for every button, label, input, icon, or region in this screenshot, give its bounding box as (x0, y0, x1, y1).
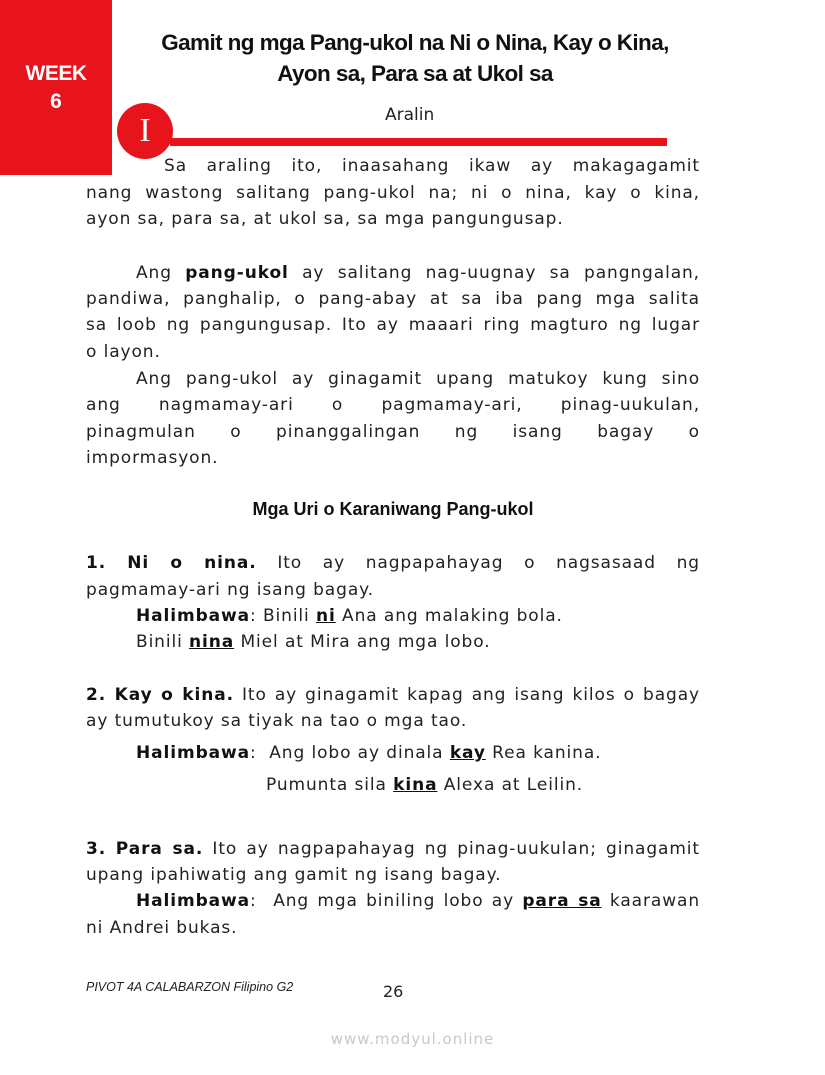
definition-line1 (86, 260, 700, 287)
item1-ex1-post: Ana ang malaking bola. (342, 606, 563, 626)
usage-line3: pinagmulan o pinanggalingan ng isang bagay o (86, 422, 700, 442)
item1-line2: pagmamay-ari ng isang bagay. (86, 580, 374, 600)
item1-ex2-pre: Binili (136, 632, 183, 652)
item2-line1 (86, 682, 700, 709)
item2-ex1-post: Rea kanina. (492, 743, 602, 763)
intro-line3: ayon sa, para sa, at ukol sa, sa mga pangungusap. (86, 209, 564, 229)
item2-line2: ay tumutukoy sa tiyak na tao o mga tao. (86, 711, 468, 731)
item2-ex1-pre: Ang lobo ay dinala (269, 743, 444, 763)
intro-line2: nang wastong salitang pang-ukol na; ni o nina, kay o kina, (86, 183, 700, 203)
week-number: 6 (50, 90, 62, 113)
page-number: 26 (383, 982, 404, 1001)
item3-line2: upang ipahiwatig ang gamit ng isang bagay. (86, 865, 502, 885)
item3-example-label: Halimbawa (136, 891, 250, 911)
definition-line1-rest: ay salitang nag-uugnay sa pangngalan, (302, 263, 700, 283)
colon: : (250, 743, 257, 763)
definition-line2: pandiwa, panghalip, o pang-abay at sa iba pang mga salita (86, 289, 700, 309)
definition-term: pang-ukol (185, 263, 289, 283)
item1-ex1-pre: Binili (262, 606, 310, 626)
section-divider (170, 138, 667, 146)
page-title-line1: Gamit ng mga Pang-ukol na Ni o Nina, Kay o Kina, (161, 30, 669, 55)
usage-line1: Ang pang-ukol ay ginagamit upang matukoy kung sino (136, 369, 700, 389)
item3-ex1-key: para sa (522, 891, 602, 911)
intro-line1: Sa araling ito, inaasahang ikaw ay makagagamit (164, 156, 700, 176)
watermark-text: www.modyul.online (330, 1030, 495, 1048)
item2-example2 (86, 772, 700, 799)
week-label: WEEK (25, 62, 87, 85)
item3-ex1-pre: Ang mga biniling lobo ay (273, 891, 515, 911)
item2-example1 (86, 740, 700, 767)
item1-example2 (86, 629, 700, 656)
item2-ex2-key: kina (393, 775, 438, 795)
section-label: Aralin (385, 105, 435, 125)
item3-line1-rest: Ito ay nagpapahayag ng pinag-uukulan; ginagamit (212, 839, 700, 859)
item3-example1-line2: ni Andrei bukas. (86, 918, 238, 938)
usage-line2: ang nagmamay-ari o pagmamay-ari, pinag-uukulan, (86, 395, 700, 415)
item1-ex2-key: nina (189, 632, 235, 652)
item3-heading: 3. Para sa. (86, 839, 204, 859)
item1-line1-rest: Ito ay nagpapahayag o nagsasaad ng (277, 553, 700, 573)
week-badge (0, 0, 112, 175)
item3-example1 (86, 888, 700, 915)
item1-ex1-key: ni (316, 606, 336, 626)
item2-line1-rest: Ito ay ginagamit kapag ang isang kilos o bagay (242, 685, 700, 705)
item2-example-label: Halimbawa (136, 743, 250, 763)
item1-heading: 1. Ni o nina. (86, 553, 257, 573)
subheading: Mga Uri o Karaniwang Pang-ukol (252, 499, 534, 519)
definition-line4: o layon. (86, 342, 161, 362)
item3-ex1-post: kaarawan (609, 891, 700, 911)
item1-ex2-post: Miel at Mira ang mga lobo. (240, 632, 491, 652)
colon: : (250, 606, 257, 626)
definition-prefix: Ang (136, 263, 172, 283)
item1-line1 (86, 550, 700, 577)
usage-line4: impormasyon. (86, 448, 219, 468)
page-title-line2: Ayon sa, Para sa at Ukol sa (277, 61, 553, 86)
colon: : (250, 891, 257, 911)
definition-line3: sa loob ng pangungusap. Ito ay maaari ring magturo ng lugar (86, 315, 700, 335)
item1-example-label: Halimbawa (136, 606, 250, 626)
footer-source: PIVOT 4A CALABARZON Filipino G2 (86, 980, 294, 994)
item3-line1 (86, 836, 700, 863)
item1-example1 (86, 603, 700, 630)
item2-ex1-key: kay (449, 743, 486, 763)
section-numeral-badge: I (117, 103, 173, 159)
item2-heading: 2. Kay o kina. (86, 685, 234, 705)
item2-ex2-post: Alexa at Leilin. (443, 775, 584, 795)
item2-ex2-pre: Pumunta sila (266, 775, 387, 795)
